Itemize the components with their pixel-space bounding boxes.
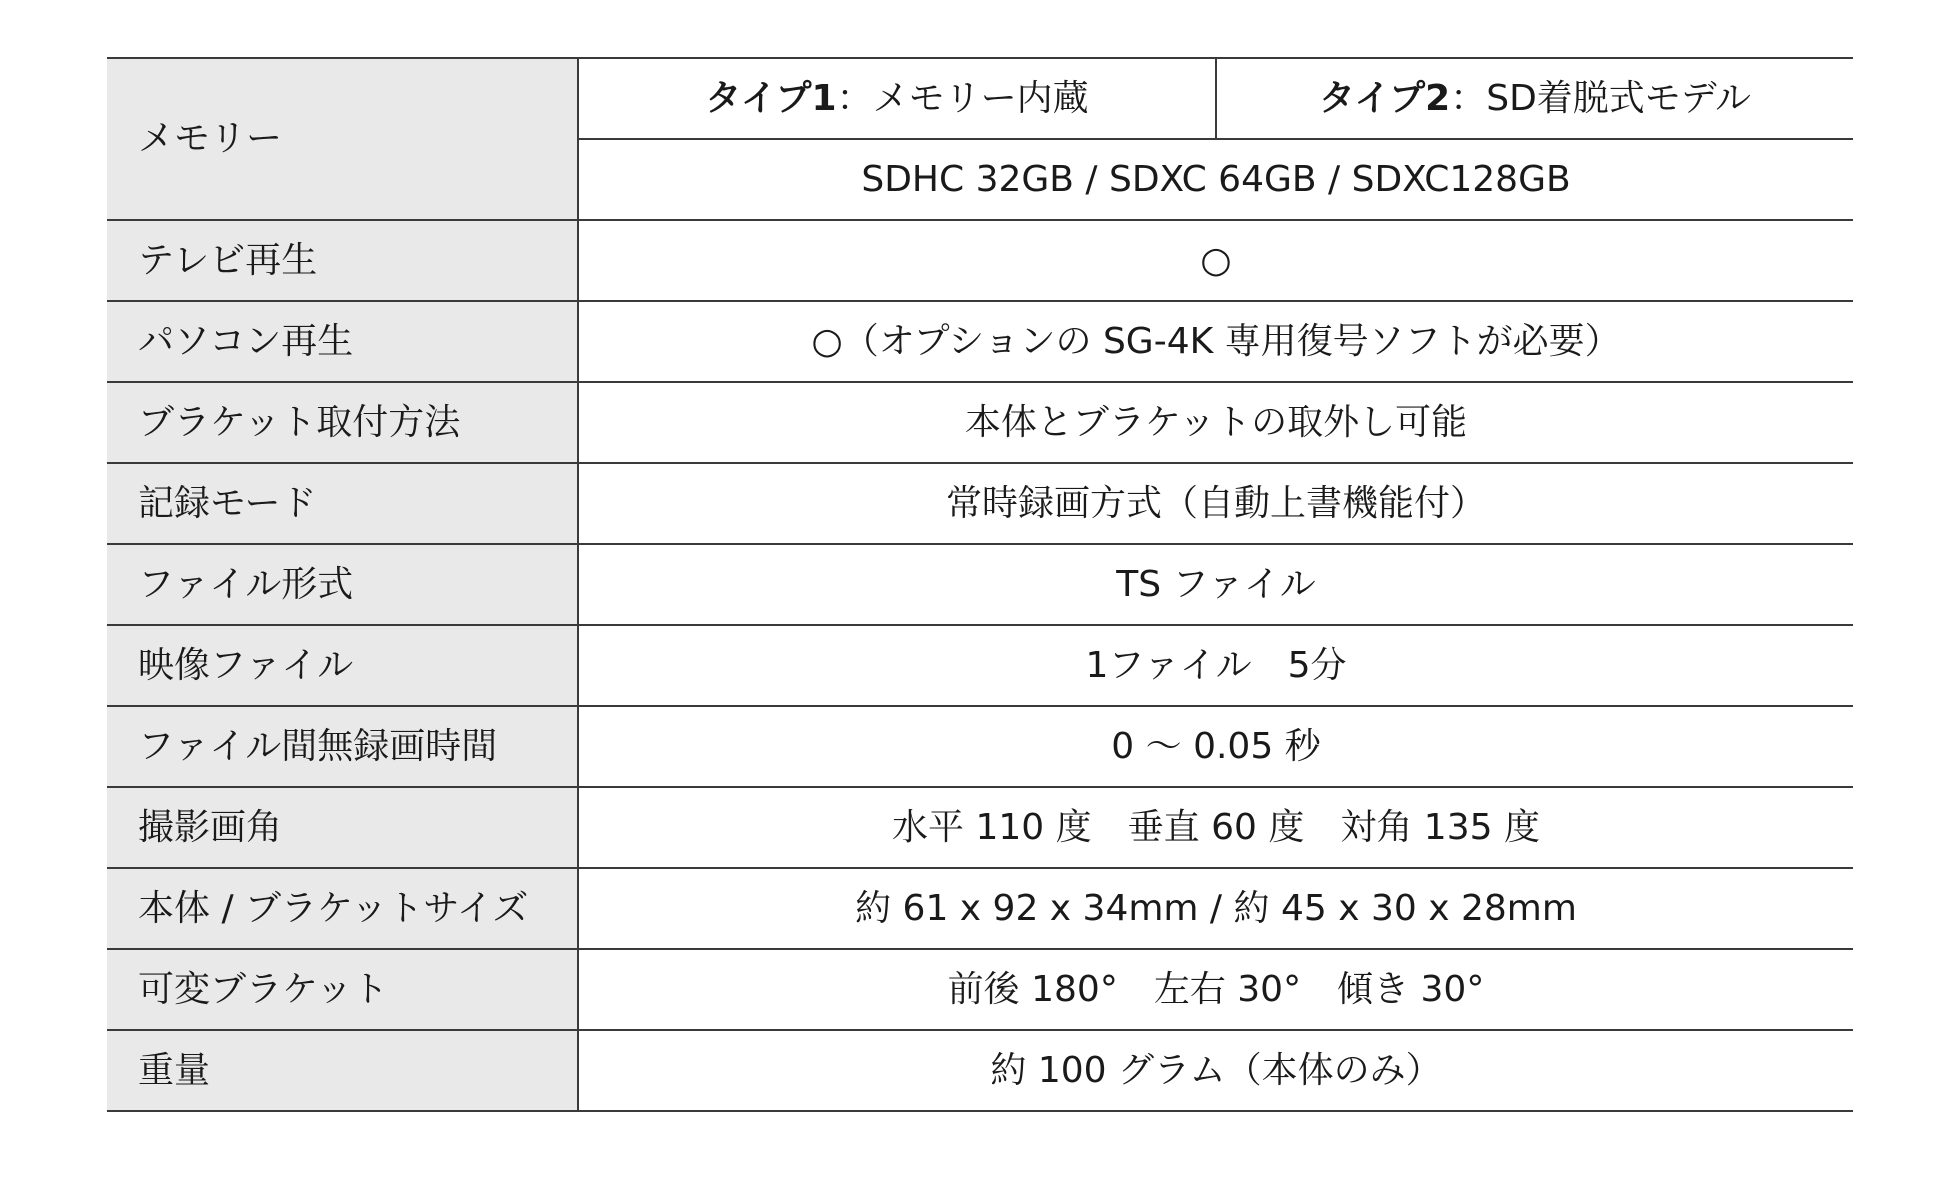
spec-label: ファイル形式 <box>107 544 578 625</box>
spec-label: 重量 <box>107 1030 578 1111</box>
spec-label: 記録モード <box>107 463 578 544</box>
memory-type1-desc: ：メモリー内蔵 <box>836 77 1089 119</box>
spec-label: ファイル間無録画時間 <box>107 706 578 787</box>
spec-value: 本体とブラケットの取外し可能 <box>578 382 1853 463</box>
spec-label: 本体 / ブラケットサイズ <box>107 868 578 949</box>
spec-value: ○ <box>578 220 1853 301</box>
spec-label: 撮影画角 <box>107 787 578 868</box>
memory-capacity-value: SDHC 32GB / SDXC 64GB / SDXC128GB <box>578 139 1853 220</box>
spec-row <box>107 301 1853 382</box>
memory-type2-cell <box>1216 58 1853 139</box>
spec-value: TS ファイル <box>578 544 1853 625</box>
memory-type1-cell <box>578 58 1216 139</box>
spec-row <box>107 463 1853 544</box>
spec-label: ブラケット取付方法 <box>107 382 578 463</box>
spec-value: 約 61 x 92 x 34mm / 約 45 x 30 x 28mm <box>578 868 1853 949</box>
spec-row <box>107 868 1853 949</box>
spec-label: パソコン再生 <box>107 301 578 382</box>
spec-value: 常時録画方式（自動上書機能付） <box>578 463 1853 544</box>
spec-row <box>107 787 1853 868</box>
spec-label-memory: メモリー <box>107 58 578 220</box>
spec-row <box>107 706 1853 787</box>
spec-row <box>107 544 1853 625</box>
spec-value: 0 〜 0.05 秒 <box>578 706 1853 787</box>
spec-label: 可変ブラケット <box>107 949 578 1030</box>
spec-row <box>107 382 1853 463</box>
spec-row <box>107 625 1853 706</box>
spec-label: テレビ再生 <box>107 220 578 301</box>
spec-value: 1ファイル 5分 <box>578 625 1853 706</box>
memory-type1-name: タイプ1 <box>705 77 837 119</box>
spec-row <box>107 949 1853 1030</box>
spec-table <box>107 57 1853 1112</box>
spec-row-memory <box>107 58 1853 139</box>
spec-row <box>107 1030 1853 1111</box>
spec-value: 水平 110 度 垂直 60 度 対角 135 度 <box>578 787 1853 868</box>
spec-value: 約 100 グラム（本体のみ） <box>578 1030 1853 1111</box>
memory-type2-name: タイプ2 <box>1318 77 1451 119</box>
spec-label: 映像ファイル <box>107 625 578 706</box>
memory-type2-desc: ：SD着脱式モデル <box>1450 77 1752 119</box>
spec-value: ○（オプションの SG-4K 専用復号ソフトが必要） <box>578 301 1853 382</box>
spec-row <box>107 220 1853 301</box>
spec-value: 前後 180° 左右 30° 傾き 30° <box>578 949 1853 1030</box>
